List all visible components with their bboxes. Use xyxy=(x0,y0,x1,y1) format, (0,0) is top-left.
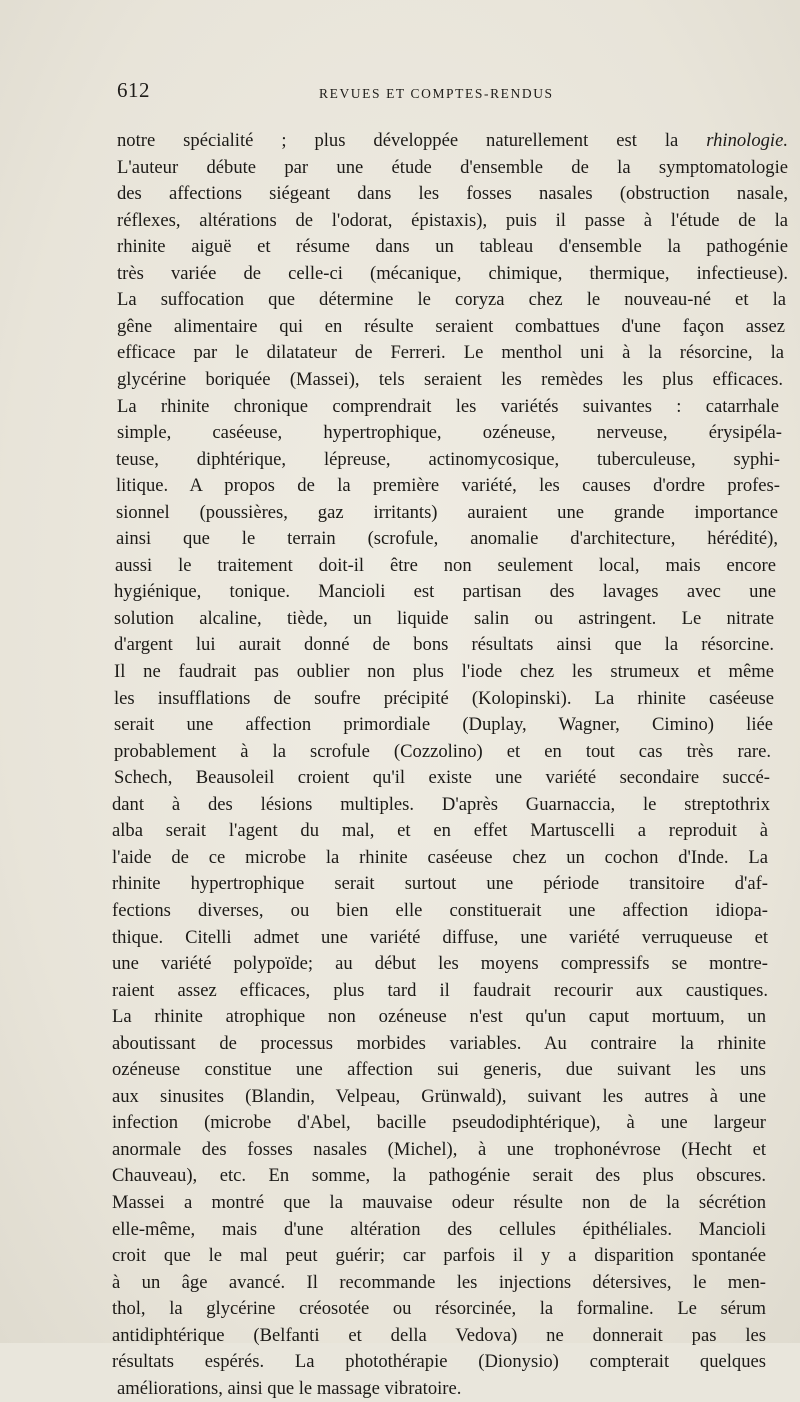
text-line: thique. Citelli admet une variété diffuse, une variété verruqueuse et xyxy=(112,926,768,948)
text-line: ozéneuse constitue une affection sui generis, due suivant les uns xyxy=(112,1059,766,1081)
text-line: croit que le mal peut guérir; car parfois il y a disparition spontanée xyxy=(112,1245,766,1267)
text-line: thol, la glycérine créosotée ou résorcinée, la formaline. Le sérum xyxy=(112,1298,766,1320)
text-line: rhinite hypertrophique serait surtout une période transitoire d'af- xyxy=(112,873,768,895)
text-line: des affections siégeant dans les fosses nasales (obstruction nasale, xyxy=(117,183,788,205)
text-line: une variété polypoïde; au début les moyens compressifs se montre- xyxy=(112,953,768,975)
text-line: simple, caséeuse, hypertrophique, ozéneuse, nerveuse, érysipéla- xyxy=(117,422,782,444)
text-line: litique. A propos de la première variété, les causes d'ordre profes- xyxy=(116,475,780,497)
text-line: Massei a montré que la mauvaise odeur résulte non de la sécrétion xyxy=(112,1192,766,1213)
text-line: aboutissant de processus morbides variables. Au contraire la rhinite xyxy=(112,1032,766,1054)
text-line: La suffocation que détermine le coryza chez le nouveau-né et la xyxy=(117,289,786,311)
text-line: gêne alimentaire qui en résulte seraient combattues d'une façon assez xyxy=(117,315,785,337)
text-line: les insufflations de soufre précipité (Kolopinski). La rhinite caséeuse xyxy=(114,687,774,709)
text-line: rhinite aiguë et résume dans un tableau d'ensemble la pathogénie xyxy=(117,236,788,258)
text-line: hygiénique, tonique. Mancioli est partisan des lavages avec une xyxy=(114,581,776,603)
text-line: L'auteur débute par une étude d'ensemble de la symptomatologie xyxy=(117,156,788,178)
text-line: La rhinite chronique comprendrait les variétés suivantes : catarrhale xyxy=(117,395,779,417)
text-line: antidiphtérique (Belfanti et della Vedova) ne donnerait pas les xyxy=(112,1324,766,1346)
text-line: dant à des lésions multiples. D'après Guarnaccia, le streptothrix xyxy=(112,793,770,815)
running-head: REVUES ET COMPTES-RENDUS xyxy=(319,86,554,101)
text-line: notre spécialité ; plus développée naturellement est la rhinologie. xyxy=(117,130,788,151)
text-line: teuse, diphtérique, lépreuse, actinomycosique, tuberculeuse, syphi- xyxy=(116,448,780,470)
page-number: 612 xyxy=(117,78,150,102)
text-line: aussi le traitement doit-il être non seulement local, mais encore xyxy=(115,554,776,576)
text-line: améliorations, ainsi que le massage vibratoire. xyxy=(117,1377,462,1399)
text-line: infection (microbe d'Abel, bacille pseudodiphtérique), à une largeur xyxy=(112,1112,766,1134)
text-line: fections diverses, ou bien elle constituerait une affection idiopa- xyxy=(112,899,768,921)
text-line: solution alcaline, tiède, un liquide salin ou astringent. Le nitrate xyxy=(114,607,774,629)
text-line: Chauveau), etc. En somme, la pathogénie serait des plus obscures. xyxy=(112,1165,766,1187)
text-line: Il ne faudrait pas oublier non plus l'iode chez les strumeux et même xyxy=(114,661,774,682)
italic-term: rhinologie. xyxy=(706,130,788,151)
text-line: d'argent lui aurait donné de bons résultats ainsi que la résorcine. xyxy=(114,634,774,656)
text-line: Schech, Beausoleil croient qu'il existe une variété secondaire succé- xyxy=(114,767,770,789)
text-line: l'aide de ce microbe la rhinite caséeuse chez un cochon d'Inde. La xyxy=(112,846,768,868)
text-line: très variée de celle-ci (mécanique, chimique, thermique, infectieuse). xyxy=(117,262,788,284)
text-line: probablement à la scrofule (Cozzolino) et en tout cas très rare. xyxy=(114,740,771,762)
text-line: glycérine boriquée (Massei), tels seraient les remèdes les plus efficaces. xyxy=(117,368,783,390)
page-header xyxy=(117,78,789,104)
text-line: La rhinite atrophique non ozéneuse n'est qu'un caput mortuum, un xyxy=(112,1006,766,1028)
text-line: serait une affection primordiale (Duplay, Wagner, Cimino) liée xyxy=(114,714,773,736)
text-line: alba serait l'agent du mal, et en effet Martuscelli a reproduit à xyxy=(112,820,768,842)
text-line: réflexes, altérations de l'odorat, épistaxis), puis il passe à l'étude de la xyxy=(117,209,788,231)
text-line: à un âge avancé. Il recommande les injections détersives, le men- xyxy=(112,1271,766,1293)
text-line: raient assez efficaces, plus tard il faudrait recourir aux caustiques. xyxy=(112,979,768,1001)
text-line: anormale des fosses nasales (Michel), à une trophonévrose (Hecht et xyxy=(112,1138,766,1160)
text-line: ainsi que le terrain (scrofule, anomalie d'architecture, hérédité), xyxy=(116,528,778,550)
text-line: elle-même, mais d'une altération des cellules épithéliales. Mancioli xyxy=(112,1218,766,1240)
text-line: sionnel (poussières, gaz irritants) auraient une grande importance xyxy=(116,501,778,523)
text-line: efficace par le dilatateur de Ferreri. Le menthol uni à la résorcine, la xyxy=(117,342,784,364)
text-line: résultats espérés. La photothérapie (Dionysio) compterait quelques xyxy=(112,1351,766,1373)
text-line: aux sinusites (Blandin, Velpeau, Grünwald), suivant les autres à une xyxy=(112,1085,766,1107)
